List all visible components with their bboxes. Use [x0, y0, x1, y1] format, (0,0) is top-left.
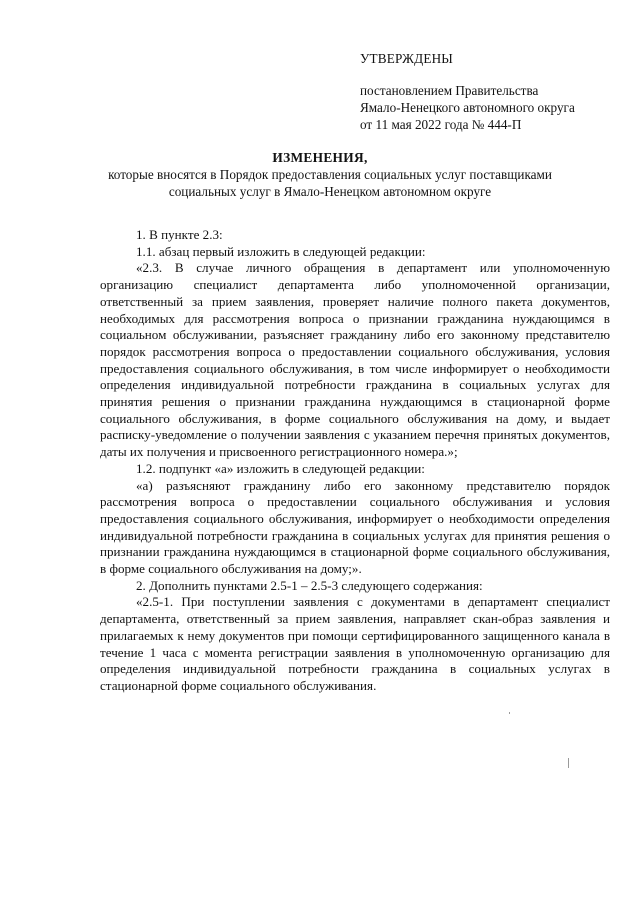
paragraph: «2.3. В случае личного обращения в департамент или уполномоченную организацию специалист департамента либо уполномоченной организации, ответственный за прием заявления, проверяет наличие полного пакета документов, необходимых для рассмотрения вопроса о признании гражданина нуждающимся в социальном обслуживании, разъясняет гражданину либо его законному представителю порядок рассмотрения вопроса о предоставлении социального обслуживания, условия предоставления социального обслуживания, в том числе информирует о необходимости определения индивидуальной потребности гражданина в социальных услугах для принятия решения о признании гражданина нуждающимся в стационарной форме социального обслуживания, в форме социального обслуживания на дому, и выдает расписку-уведомление о получении заявления с указанием перечня принятых документов, даты их получения и присвоенного регистрационного номера.»;: [100, 260, 610, 460]
paragraph: 2. Дополнить пунктами 2.5-1 – 2.5-3 следующего содержания:: [136, 577, 483, 593]
document-body: [100, 227, 610, 695]
approval-line: Ямало-Ненецкого автономного округа: [360, 100, 575, 115]
approval-line: от 11 мая 2022 года № 444-П: [360, 117, 522, 132]
paragraph: 1.2. подпункт «а» изложить в следующей редакции:: [136, 460, 425, 476]
paragraph: «а) разъясняют гражданину либо его законному представителю порядок рассмотрения вопроса о предоставлении социального обслуживания и условия предоставления социального обслуживания, информирует о необходимости определения индивидуальной потребности гражданина в социальных услугах для принятия решения о признании гражданина нуждающимся в стационарной форме социального обслуживания, в форме социального обслуживания на дому;».: [100, 477, 610, 577]
paragraph: «2.5-1. При поступлении заявления с документами в департамент специалист департамента, ответственный за прием заявления, направляет скан-образ заявления и прилагаемых к нему документов при помощи сертифицированного защищенного канала в течение 1 часа с момента регистрации заявления в уполномоченную организацию для определения индивидуальной потребности гражданина в социальных услугах в стационарной форме социального обслуживания.: [100, 594, 610, 693]
scan-mark: [568, 758, 569, 768]
approval-block: [360, 50, 620, 133]
paragraph: 1. В пункте 2.3:: [136, 227, 223, 242]
approval-stamp: УТВЕРЖДЕНЫ: [360, 51, 454, 66]
document-title: ИЗМЕНЕНИЯ,: [272, 150, 368, 165]
document-subtitle: которые вносятся в Порядок предоставления социальных услуг поставщиками социальных услуг в Ямало-Ненецком автономном округе: [108, 167, 552, 199]
paragraph: 1.1. абзац первый изложить в следующей редакции:: [136, 243, 426, 259]
approval-line: постановлением Правительства: [360, 83, 539, 98]
scan-mark: [509, 712, 510, 714]
